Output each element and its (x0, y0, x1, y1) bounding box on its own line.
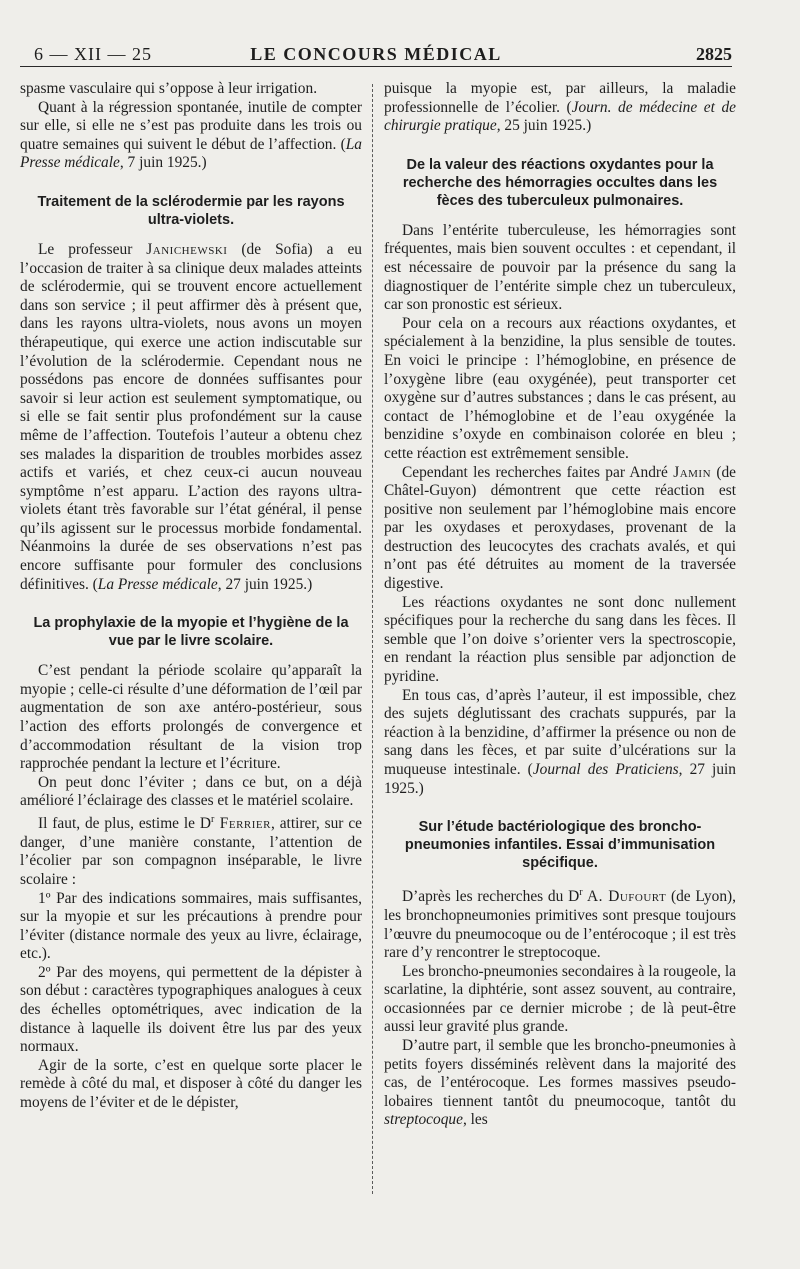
paragraph: Il faut, de plus, estime le $D^r$ Ferrier, attirer, sur ce danger, d’une manière constante, l’attention de l’écolier par son compagnon inséparable, le livre scolaire : (20, 814, 362, 888)
paragraph: puisque la myopie est, par ailleurs, la maladie professionnelle de l’écolier. (Journ. de médecine et de chirurgie pratique, 25 juin 1925.) (384, 80, 736, 135)
paragraph: Cependant les recherches faites par André Jamin (de Châtel-Guyon) démontrent que cette réaction est positive non seulement par l’hémoglobine mais encore par les oxydases et peroxydases, provenant de la destruction des leucocytes des crachats avalés, et qui n’ont pas été détruites au moment de la traversée digestive. (384, 463, 736, 593)
source-citation: La Presse médicale (97, 575, 218, 593)
paragraph: On peut donc l’éviter ; dans ce but, on a déjà amélioré l’éclairage des classes et le matériel scolaire. (20, 773, 362, 810)
paragraph: C’est pendant la période scolaire qu’apparaît la myopie ; celle-ci résulte d’une déformation de l’œil par augmentation de son axe antéro-postérieur, sous l’action des efforts prolongés de convergence et d’accommodation résultant de la vision trop rapprochée pendant la lecture et l’écriture. (20, 662, 362, 773)
section-heading: Sur l’étude bactériologique des broncho-pneumonies infantiles. Essai d’immunisation spécifique. (404, 819, 716, 872)
column-divider (372, 84, 373, 1194)
issue-date: 6 — XII — 25 (34, 44, 152, 64)
paragraph: D’autre part, il semble que les broncho-pneumonies à petits foyers disséminés relèvent dans la majorité des cas, de l’entérocoque. Les formes massives pseudo-lobaires tiennent tantôt du pneumocoque, tantôt du streptocoque, les (384, 1037, 736, 1129)
right-column (384, 80, 736, 1130)
paragraph: Pour cela on a recours aux réactions oxydantes, et spécialement à la benzidine, la plus sensible de toutes. En voici le principe : l’hémoglobine, en présence de l’oxygène libre (eau oxygénée), peut transporter cet oxygène sur d’autres substances ; dans le cas présent, au contact de l’hémoglobine et de l’eau oxygénée la benzidine s’oxyde en combinaison colorée en bleu ; cette réaction est extrêmement sensible. (384, 314, 736, 462)
paragraph: Agir de la sorte, c’est en quelque sorte placer le remède à côté du mal, et disposer à côté du danger les moyens de l’éviter et de le dépister, (20, 1056, 362, 1112)
source-citation: Journ. de médecine et de chirurgie pratique (384, 98, 736, 135)
author-name: Jamin (673, 463, 712, 481)
paragraph: Quant à la régression spontanée, inutile de compter sur elle, si elle ne s’est pas produite dans les trois ou quatre semaines qui suivent le début de l’affection. (La Presse médicale, 7 juin 1925.) (20, 98, 362, 172)
page-number: 2825 (696, 44, 732, 64)
section-heading: La prophylaxie de la myopie et l’hygiène de la vue par le livre scolaire. (33, 615, 349, 650)
author-name: Ferrier (214, 815, 271, 833)
author-name: Janichewski (146, 240, 228, 258)
paragraph: Les réactions oxydantes ne sont donc nullement spécifiques pour la recherche du sang dans les fèces. Il semble que l’on doive s’orienter vers la spectroscopie, en rendant la réaction plus sensible par adjonction de pyridine. (384, 593, 736, 686)
section-heading: Traitement de la sclérodermie par les rayons ultra-violets. (37, 193, 345, 228)
paragraph: D’après les recherches du $D^r$ A. Dufourt (de Lyon), les bronchopneumonies primitives sont presque toujours l’œuvre du pneumocoque ou de l’entérocoque ; il est très rare d’y rencontrer le streptocoque. (384, 887, 736, 962)
section-heading: De la valeur des réactions oxydantes pour la recherche des hémorragies occultes dans les fèces des tuberculeux pulmonaires. (402, 156, 718, 209)
paragraph: Les broncho-pneumonies secondaires à la rougeole, la scarlatine, la diphtérie, sont assez souvent, au contraire, occasionnées par ce dernier microbe ; de là peut-être aussi leur gravité plus grande. (384, 962, 736, 1036)
organism-name: streptocoque (384, 1111, 463, 1129)
paragraph: spasme vasculaire qui s’oppose à leur irrigation. (20, 80, 318, 97)
paragraph: En tous cas, d’après l’auteur, il est impossible, chez des sujets déglutissant des crachats suppurés, par la réaction à la benzidine, d’affirmer la présence ou non de sang dans les fèces, et par suite d’ulcérations sur la muqueuse intestinale. (Journal des Praticiens, 27 juin 1925.) (384, 686, 736, 797)
journal-title: LE CONCOURS MÉDICAL (250, 44, 502, 64)
running-header (20, 36, 732, 67)
source-citation: La Presse médicale (20, 135, 362, 172)
paragraph: Dans l’entérite tuberculeuse, les hémorragies sont fréquentes, mais bien souvent occultes : et cependant, il est nécessaire de pouvoir par la présence du sang la diagnostiquer de l’entérite simple chez un tuberculeux, car son pronostic est sérieux. (384, 221, 736, 314)
source-citation: Journal des Praticiens (532, 761, 679, 778)
paragraph: 1º Par des indications sommaires, mais suffisantes, sur la myopie et sur les précautions à prendre pour l’éviter (distance normale des yeux au livre, éclairage, etc.). (20, 889, 362, 963)
author-name: A. Dufourt (582, 888, 667, 906)
paragraph: 2º Par des moyens, qui permettent de la dépister à son début : caractères typographiques analogues à ceux des échelles optométriques, avec indication de la distance à laquelle ils doivent être lus par des yeux normaux. (20, 963, 362, 1056)
paragraph: Le professeur Janichewski (de Sofia) a eu l’occasion de traiter à sa clinique deux malades atteints de sclérodermie, qui se trouvent encore actuellement dans son service ; il peut affirmer dès à présent que, dans les rayons ultra-violets, nous avons un moyen thérapeutique, qui exerce une action indiscutable sur l’évolution de la sclérodermie. Cependant nous ne possédons pas encore de données suffisantes pour savoir si leur action est seulement symptomatique, ou si elle se fait sentir plus profondément sur la cause même de l’affection. Toutefois l’auteur a obtenu chez ses malades la disparition de troubles morbides assez actifs et variés, et chez ceux-ci aucun nouveau symptôme n’est apparu. L’action des rayons ultra-violets étant très favorable sur l’état général, il pense qu’ils agissent sur le processus morbide fondamental. Néanmoins la durée de ses observations n’est pas encore suffisante pour formuler des conclusions définitives. (La Presse médicale, 27 juin 1925.) (20, 240, 362, 593)
left-column (20, 80, 362, 1113)
